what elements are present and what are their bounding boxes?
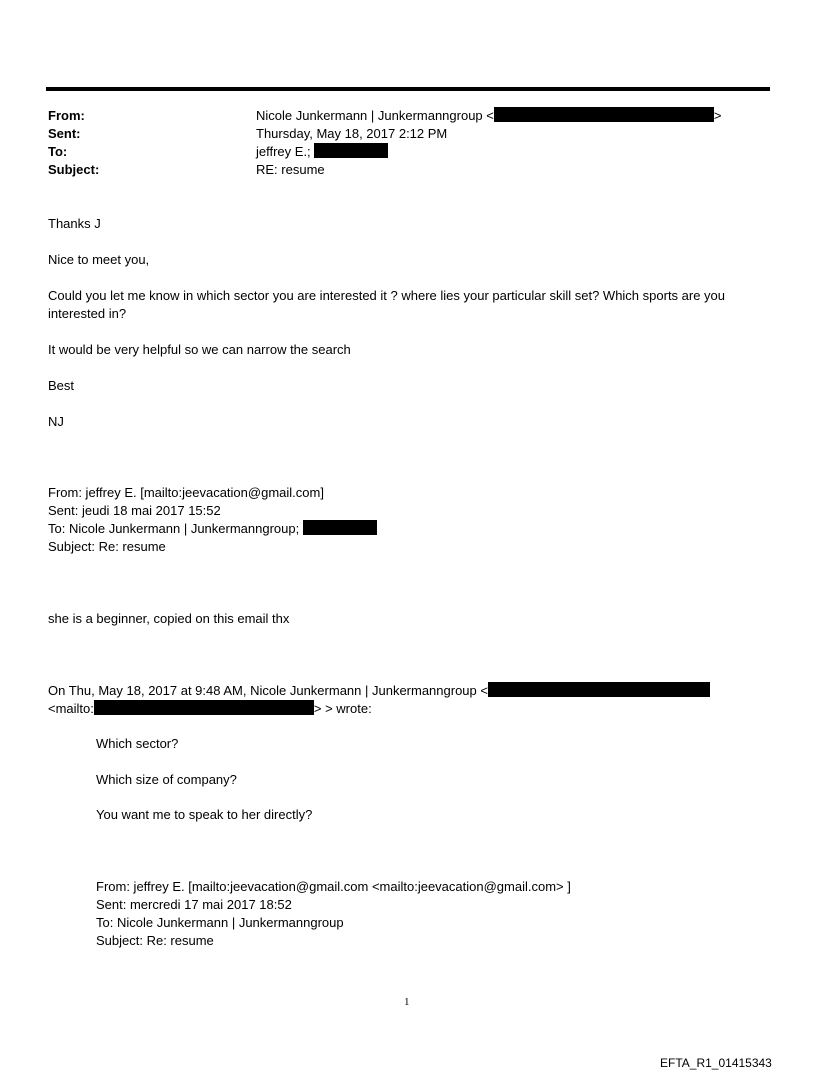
quoted-to (48, 520, 377, 538)
signature: NJ (48, 414, 64, 429)
from-close: > (713, 108, 722, 123)
from-value (256, 107, 721, 125)
quoted-question: You want me to speak to her directly? (96, 807, 313, 822)
quoted-sent: Sent: mercredi 17 mai 2017 18:52 (96, 897, 292, 912)
document-id: EFTA_R1_01415343 (660, 1056, 772, 1070)
on-wrote-text: On Thu, May 18, 2017 at 9:48 AM, Nicole Junkermann | Junkermanngroup < (48, 683, 488, 698)
subject-label: Subject: (48, 162, 100, 177)
quoted-from: From: jeffrey E. [mailto:jeevacation@gmail.com] (48, 485, 324, 500)
sent-label: Sent: (48, 126, 81, 141)
quoted-to-text: To: Nicole Junkermann | Junkermanngroup; (48, 521, 300, 536)
redaction-bar (94, 700, 314, 715)
body-line: interested in? (48, 306, 127, 321)
quoted-sent: Sent: jeudi 18 mai 2017 15:52 (48, 503, 221, 518)
page-number: 1 (404, 996, 410, 1008)
quoted-subject: Subject: Re: resume (48, 539, 166, 554)
to-label: To: (48, 144, 68, 159)
quoted-question: Which size of company? (96, 772, 237, 787)
body-line: Thanks J (48, 216, 101, 231)
header-rule (46, 87, 770, 91)
to-value (256, 143, 388, 161)
body-line: It would be very helpful so we can narrow the search (48, 342, 351, 357)
body-line: Best (48, 378, 75, 393)
mailto-suffix: > > wrote: (313, 701, 372, 716)
on-wrote-line (48, 682, 710, 700)
from-label: From: (48, 108, 85, 123)
mailto-prefix: <mailto: (48, 701, 94, 716)
body-line: Nice to meet you, (48, 252, 150, 267)
quoted-body: she is a beginner, copied on this email thx (48, 611, 290, 626)
redaction-bar (488, 682, 710, 697)
quoted-question: Which sector? (96, 736, 179, 751)
body-line: Could you let me know in which sector you are interested it ? where lies your particular skill set? Which sports are you (48, 288, 726, 303)
mailto-line (48, 700, 372, 718)
quoted-from: From: jeffrey E. [mailto:jeevacation@gmail.com <mailto:jeevacation@gmail.com> ] (96, 879, 571, 894)
from-sender: Nicole Junkermann | Junkermanngroup < (256, 108, 494, 123)
redaction-bar (314, 143, 388, 158)
to-recipient: jeffrey E.; (256, 144, 311, 159)
subject-value: RE: resume (256, 162, 325, 177)
redaction-bar (494, 107, 714, 122)
sent-value: Thursday, May 18, 2017 2:12 PM (256, 126, 448, 141)
quoted-to: To: Nicole Junkermann | Junkermanngroup (96, 915, 344, 930)
quoted-subject: Subject: Re: resume (96, 933, 214, 948)
redaction-bar (303, 520, 377, 535)
